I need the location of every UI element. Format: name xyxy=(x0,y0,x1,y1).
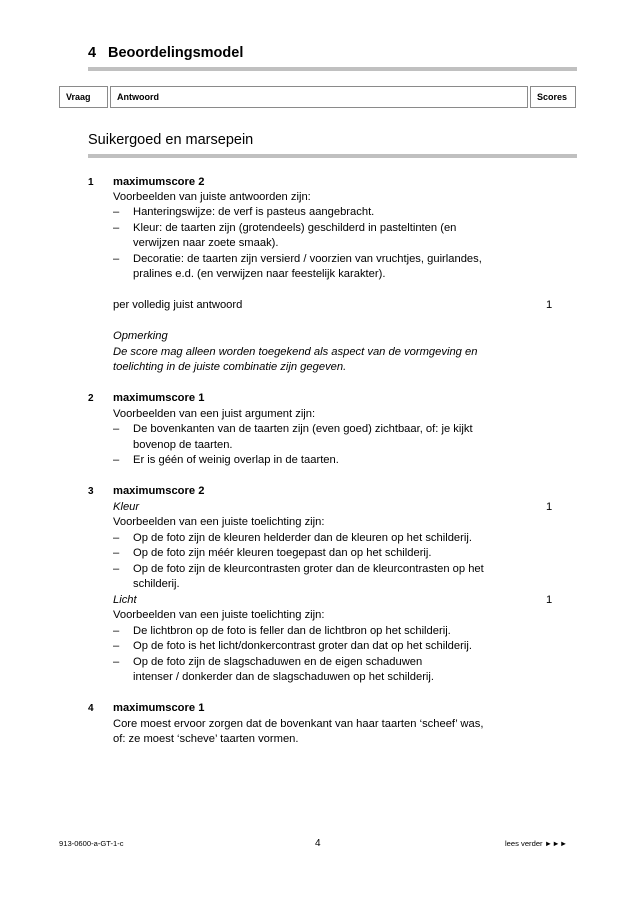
q1-per-answer: per volledig juist antwoord xyxy=(113,299,243,311)
q1-item: verwijzen naar zoete smaak). xyxy=(133,237,279,249)
q1-intro: Voorbeelden van juiste antwoorden zijn: xyxy=(113,191,311,203)
q3-item: Op de foto zijn méér kleuren toegepast dan op het schilderij. xyxy=(133,547,432,559)
q4-answer-line: of: ze moest ‘scheve’ taarten vormen. xyxy=(113,733,299,745)
footer-next-page: lees verder ►►► xyxy=(505,839,568,848)
footer-page-number: 4 xyxy=(315,838,321,849)
section-title: Suikergoed en marsepein xyxy=(88,132,254,148)
bullet-dash: – xyxy=(113,640,120,652)
section-rule xyxy=(88,154,577,158)
q3-kleur-score: 1 xyxy=(546,501,553,513)
q3-item: Op de foto zijn de kleurcontrasten groter dan de kleurcontrasten op het xyxy=(133,563,484,575)
q4-number: 4 xyxy=(88,703,94,714)
q3-item: Op de foto zijn de kleuren helderder dan de kleuren op het schilderij. xyxy=(133,532,472,544)
bullet-dash: – xyxy=(113,253,120,265)
bullet-dash: – xyxy=(113,625,120,637)
chapter-number: 4 xyxy=(88,45,97,61)
q2-item: Er is géén of weinig overlap in de taarten. xyxy=(133,454,339,466)
q3-number: 3 xyxy=(88,486,94,497)
q4-answer-line: Core moest ervoor zorgen dat de bovenkant van haar taarten ‘scheef’ was, xyxy=(113,718,484,730)
q3-intro: Voorbeelden van een juiste toelichting zijn: xyxy=(113,516,325,528)
q2-item: bovenop de taarten. xyxy=(133,439,233,451)
q1-remark-line: toelichting in de juiste combinatie zijn gegeven. xyxy=(113,361,347,373)
footer-code: 913-0600-a-GT-1-c xyxy=(59,839,124,848)
q2-item: De bovenkanten van de taarten zijn (even goed) zichtbaar, of: je kijkt xyxy=(133,423,473,435)
chapter-rule xyxy=(88,67,577,71)
q4-maxscore: maximumscore 1 xyxy=(113,702,205,714)
q2-maxscore: maximumscore 1 xyxy=(113,392,205,404)
bullet-dash: – xyxy=(113,563,120,575)
q3-kleur-label: Kleur xyxy=(113,501,140,513)
header-vraag: Vraag xyxy=(59,86,108,108)
q1-remark-title: Opmerking xyxy=(113,330,168,342)
bullet-dash: – xyxy=(113,454,120,466)
q3-intro: Voorbeelden van een juiste toelichting zijn: xyxy=(113,609,325,621)
chapter-title: Beoordelingsmodel xyxy=(108,45,244,61)
header-scores: Scores xyxy=(530,86,576,108)
q1-item: Decoratie: de taarten zijn versierd / voorzien van vruchtjes, guirlandes, xyxy=(133,253,482,265)
header-antwoord: Antwoord xyxy=(110,86,528,108)
q3-item: De lichtbron op de foto is feller dan de lichtbron op het schilderij. xyxy=(133,625,451,637)
q1-number: 1 xyxy=(88,177,94,188)
q3-maxscore: maximumscore 2 xyxy=(113,485,205,497)
bullet-dash: – xyxy=(113,656,120,668)
q3-item: Op de foto is het licht/donkercontrast groter dan dat op het schilderij. xyxy=(133,640,472,652)
q1-item: Kleur: de taarten zijn (grotendeels) geschilderd in pasteltinten (en xyxy=(133,222,457,234)
q2-number: 2 xyxy=(88,393,94,404)
q1-item: Hanteringswijze: de verf is pasteus aangebracht. xyxy=(133,206,375,218)
q3-item: schilderij. xyxy=(133,578,180,590)
bullet-dash: – xyxy=(113,206,120,218)
q1-per-score: 1 xyxy=(546,299,553,311)
bullet-dash: – xyxy=(113,222,120,234)
q3-licht-score: 1 xyxy=(546,594,553,606)
q3-item: intenser / donkerder dan de slagschaduwen op het schilderij. xyxy=(133,671,435,683)
bullet-dash: – xyxy=(113,423,120,435)
q1-maxscore: maximumscore 2 xyxy=(113,176,205,188)
q3-licht-label: Licht xyxy=(113,594,137,606)
bullet-dash: – xyxy=(113,532,120,544)
q2-intro: Voorbeelden van een juist argument zijn: xyxy=(113,408,316,420)
q1-remark-line: De score mag alleen worden toegekend als aspect van de vormgeving en xyxy=(113,346,478,358)
bullet-dash: – xyxy=(113,547,120,559)
q1-item: pralines e.d. (en verwijzen naar feestelijk karakter). xyxy=(133,268,386,280)
q3-item: Op de foto zijn de slagschaduwen en de eigen schaduwen xyxy=(133,656,423,668)
